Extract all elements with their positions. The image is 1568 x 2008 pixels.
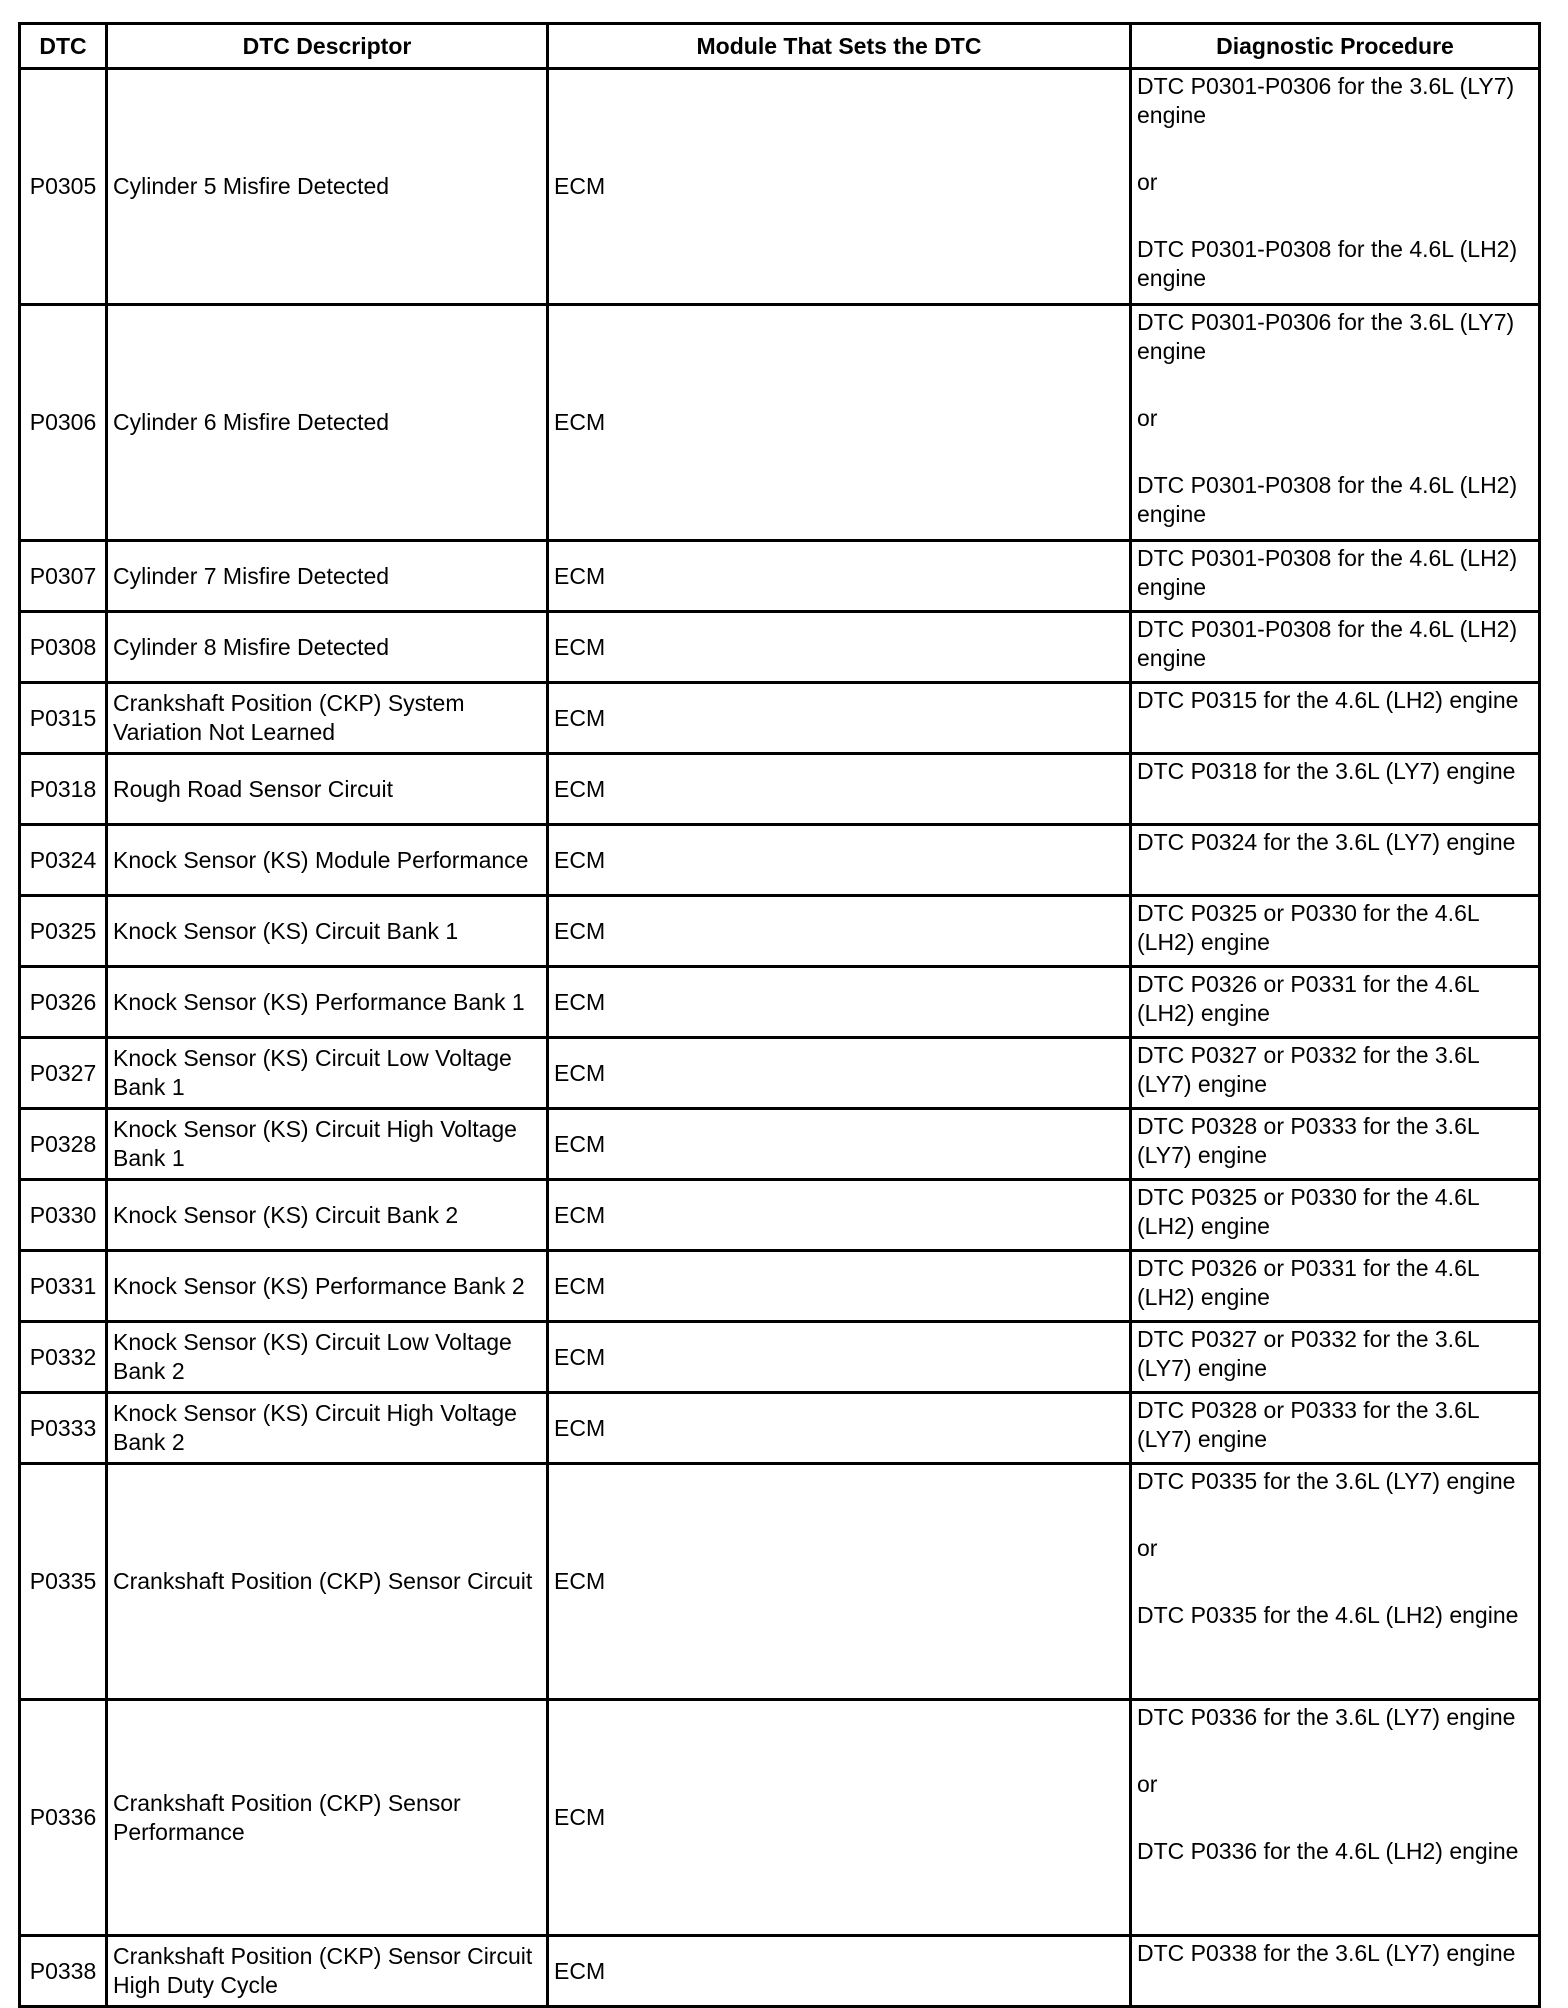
dtc-code: P0324 bbox=[20, 825, 107, 896]
dtc-descriptor: Cylinder 8 Misfire Detected bbox=[107, 612, 548, 683]
table-row bbox=[20, 754, 1540, 825]
dtc-descriptor: Knock Sensor (KS) Circuit Low Voltage Bank 1 bbox=[107, 1038, 548, 1109]
dtc-descriptor: Cylinder 5 Misfire Detected bbox=[107, 69, 548, 305]
dtc-code: P0307 bbox=[20, 541, 107, 612]
dtc-module: ECM bbox=[548, 1322, 1131, 1393]
diagnostic-procedure: DTC P0324 for the 3.6L (LY7) engine bbox=[1131, 825, 1540, 896]
dtc-code: P0326 bbox=[20, 967, 107, 1038]
diagnostic-procedure: DTC P0328 or P0333 for the 3.6L (LY7) engine bbox=[1131, 1393, 1540, 1464]
header-module: Module That Sets the DTC bbox=[548, 24, 1131, 69]
diagnostic-procedure bbox=[1131, 1464, 1540, 1700]
table-row bbox=[20, 683, 1540, 754]
procedure-second: DTC P0336 for the 4.6L (LH2) engine bbox=[1137, 1838, 1519, 1864]
dtc-code: P0331 bbox=[20, 1251, 107, 1322]
table-row bbox=[20, 1251, 1540, 1322]
dtc-code: P0315 bbox=[20, 683, 107, 754]
diagnostic-procedure: DTC P0327 or P0332 for the 3.6L (LY7) engine bbox=[1131, 1038, 1540, 1109]
procedure-or: or bbox=[1137, 169, 1158, 195]
dtc-code: P0306 bbox=[20, 305, 107, 541]
procedure-first: DTC P0336 for the 3.6L (LY7) engine bbox=[1137, 1704, 1516, 1730]
diagnostic-procedure: DTC P0301-P0308 for the 4.6L (LH2) engine bbox=[1131, 541, 1540, 612]
dtc-code: P0327 bbox=[20, 1038, 107, 1109]
diagnostic-procedure: DTC P0338 for the 3.6L (LY7) engine bbox=[1131, 1936, 1540, 2007]
dtc-descriptor: Knock Sensor (KS) Circuit High Voltage Bank 2 bbox=[107, 1393, 548, 1464]
dtc-code: P0330 bbox=[20, 1180, 107, 1251]
table-row bbox=[20, 541, 1540, 612]
dtc-module: ECM bbox=[548, 967, 1131, 1038]
dtc-module: ECM bbox=[548, 1393, 1131, 1464]
diagnostic-procedure bbox=[1131, 305, 1540, 541]
table-row bbox=[20, 1180, 1540, 1251]
procedure-or: or bbox=[1137, 405, 1158, 431]
dtc-module: ECM bbox=[548, 1251, 1131, 1322]
diagnostic-procedure: DTC P0301-P0308 for the 4.6L (LH2) engine bbox=[1131, 612, 1540, 683]
dtc-descriptor: Crankshaft Position (CKP) Sensor Performance bbox=[107, 1700, 548, 1936]
table-row bbox=[20, 1393, 1540, 1464]
dtc-code: P0332 bbox=[20, 1322, 107, 1393]
procedure-second: DTC P0301-P0308 for the 4.6L (LH2) engine bbox=[1137, 472, 1518, 527]
dtc-module: ECM bbox=[548, 1038, 1131, 1109]
procedure-or: or bbox=[1137, 1535, 1158, 1561]
dtc-descriptor: Cylinder 7 Misfire Detected bbox=[107, 541, 548, 612]
header-procedure: Diagnostic Procedure bbox=[1131, 24, 1540, 69]
table-row bbox=[20, 1700, 1540, 1936]
procedure-first: DTC P0335 for the 3.6L (LY7) engine bbox=[1137, 1468, 1516, 1494]
diagnostic-procedure bbox=[1131, 1700, 1540, 1936]
header-row bbox=[20, 24, 1540, 69]
diagnostic-procedure: DTC P0325 or P0330 for the 4.6L (LH2) engine bbox=[1131, 896, 1540, 967]
dtc-descriptor: Knock Sensor (KS) Circuit Low Voltage Bank 2 bbox=[107, 1322, 548, 1393]
procedure-second: DTC P0301-P0308 for the 4.6L (LH2) engine bbox=[1137, 236, 1518, 291]
dtc-module: ECM bbox=[548, 1464, 1131, 1700]
dtc-code: P0318 bbox=[20, 754, 107, 825]
table-row bbox=[20, 1464, 1540, 1700]
dtc-table bbox=[18, 22, 1541, 2008]
table-row bbox=[20, 305, 1540, 541]
dtc-descriptor: Cylinder 6 Misfire Detected bbox=[107, 305, 548, 541]
dtc-module: ECM bbox=[548, 896, 1131, 967]
dtc-module: ECM bbox=[548, 541, 1131, 612]
diagnostic-procedure bbox=[1131, 69, 1540, 305]
diagnostic-procedure: DTC P0318 for the 3.6L (LY7) engine bbox=[1131, 754, 1540, 825]
table-row bbox=[20, 896, 1540, 967]
table-row bbox=[20, 1322, 1540, 1393]
dtc-descriptor: Knock Sensor (KS) Circuit Bank 1 bbox=[107, 896, 548, 967]
dtc-module: ECM bbox=[548, 69, 1131, 305]
procedure-first: DTC P0301-P0306 for the 3.6L (LY7) engine bbox=[1137, 309, 1515, 364]
dtc-code: P0305 bbox=[20, 69, 107, 305]
table-row bbox=[20, 825, 1540, 896]
diagnostic-procedure: DTC P0328 or P0333 for the 3.6L (LY7) engine bbox=[1131, 1109, 1540, 1180]
table-row bbox=[20, 967, 1540, 1038]
dtc-descriptor: Knock Sensor (KS) Performance Bank 2 bbox=[107, 1251, 548, 1322]
dtc-module: ECM bbox=[548, 1180, 1131, 1251]
dtc-descriptor: Knock Sensor (KS) Module Performance bbox=[107, 825, 548, 896]
procedure-first: DTC P0301-P0306 for the 3.6L (LY7) engine bbox=[1137, 73, 1515, 128]
dtc-module: ECM bbox=[548, 683, 1131, 754]
diagnostic-procedure: DTC P0315 for the 4.6L (LH2) engine bbox=[1131, 683, 1540, 754]
table-row bbox=[20, 1109, 1540, 1180]
dtc-code: P0333 bbox=[20, 1393, 107, 1464]
dtc-descriptor: Rough Road Sensor Circuit bbox=[107, 754, 548, 825]
dtc-module: ECM bbox=[548, 1700, 1131, 1936]
diagnostic-procedure: DTC P0327 or P0332 for the 3.6L (LY7) engine bbox=[1131, 1322, 1540, 1393]
table-row bbox=[20, 69, 1540, 305]
dtc-module: ECM bbox=[548, 1936, 1131, 2007]
dtc-module: ECM bbox=[548, 305, 1131, 541]
dtc-descriptor: Knock Sensor (KS) Circuit Bank 2 bbox=[107, 1180, 548, 1251]
table-row bbox=[20, 1936, 1540, 2007]
procedure-or: or bbox=[1137, 1771, 1158, 1797]
diagnostic-procedure: DTC P0326 or P0331 for the 4.6L (LH2) engine bbox=[1131, 967, 1540, 1038]
dtc-module: ECM bbox=[548, 612, 1131, 683]
dtc-module: ECM bbox=[548, 1109, 1131, 1180]
dtc-descriptor: Knock Sensor (KS) Performance Bank 1 bbox=[107, 967, 548, 1038]
dtc-module: ECM bbox=[548, 825, 1131, 896]
dtc-descriptor: Crankshaft Position (CKP) Sensor Circuit bbox=[107, 1464, 548, 1700]
table-row bbox=[20, 1038, 1540, 1109]
dtc-module: ECM bbox=[548, 754, 1131, 825]
dtc-code: P0325 bbox=[20, 896, 107, 967]
dtc-code: P0336 bbox=[20, 1700, 107, 1936]
dtc-descriptor: Knock Sensor (KS) Circuit High Voltage Bank 1 bbox=[107, 1109, 548, 1180]
dtc-code: P0328 bbox=[20, 1109, 107, 1180]
diagnostic-procedure: DTC P0326 or P0331 for the 4.6L (LH2) engine bbox=[1131, 1251, 1540, 1322]
dtc-code: P0338 bbox=[20, 1936, 107, 2007]
dtc-descriptor: Crankshaft Position (CKP) Sensor Circuit High Duty Cycle bbox=[107, 1936, 548, 2007]
procedure-second: DTC P0335 for the 4.6L (LH2) engine bbox=[1137, 1602, 1519, 1628]
header-dtc: DTC bbox=[20, 24, 107, 69]
dtc-descriptor: Crankshaft Position (CKP) System Variation Not Learned bbox=[107, 683, 548, 754]
table-row bbox=[20, 612, 1540, 683]
diagnostic-procedure: DTC P0325 or P0330 for the 4.6L (LH2) engine bbox=[1131, 1180, 1540, 1251]
dtc-code: P0335 bbox=[20, 1464, 107, 1700]
dtc-code: P0308 bbox=[20, 612, 107, 683]
header-descriptor: DTC Descriptor bbox=[107, 24, 548, 69]
